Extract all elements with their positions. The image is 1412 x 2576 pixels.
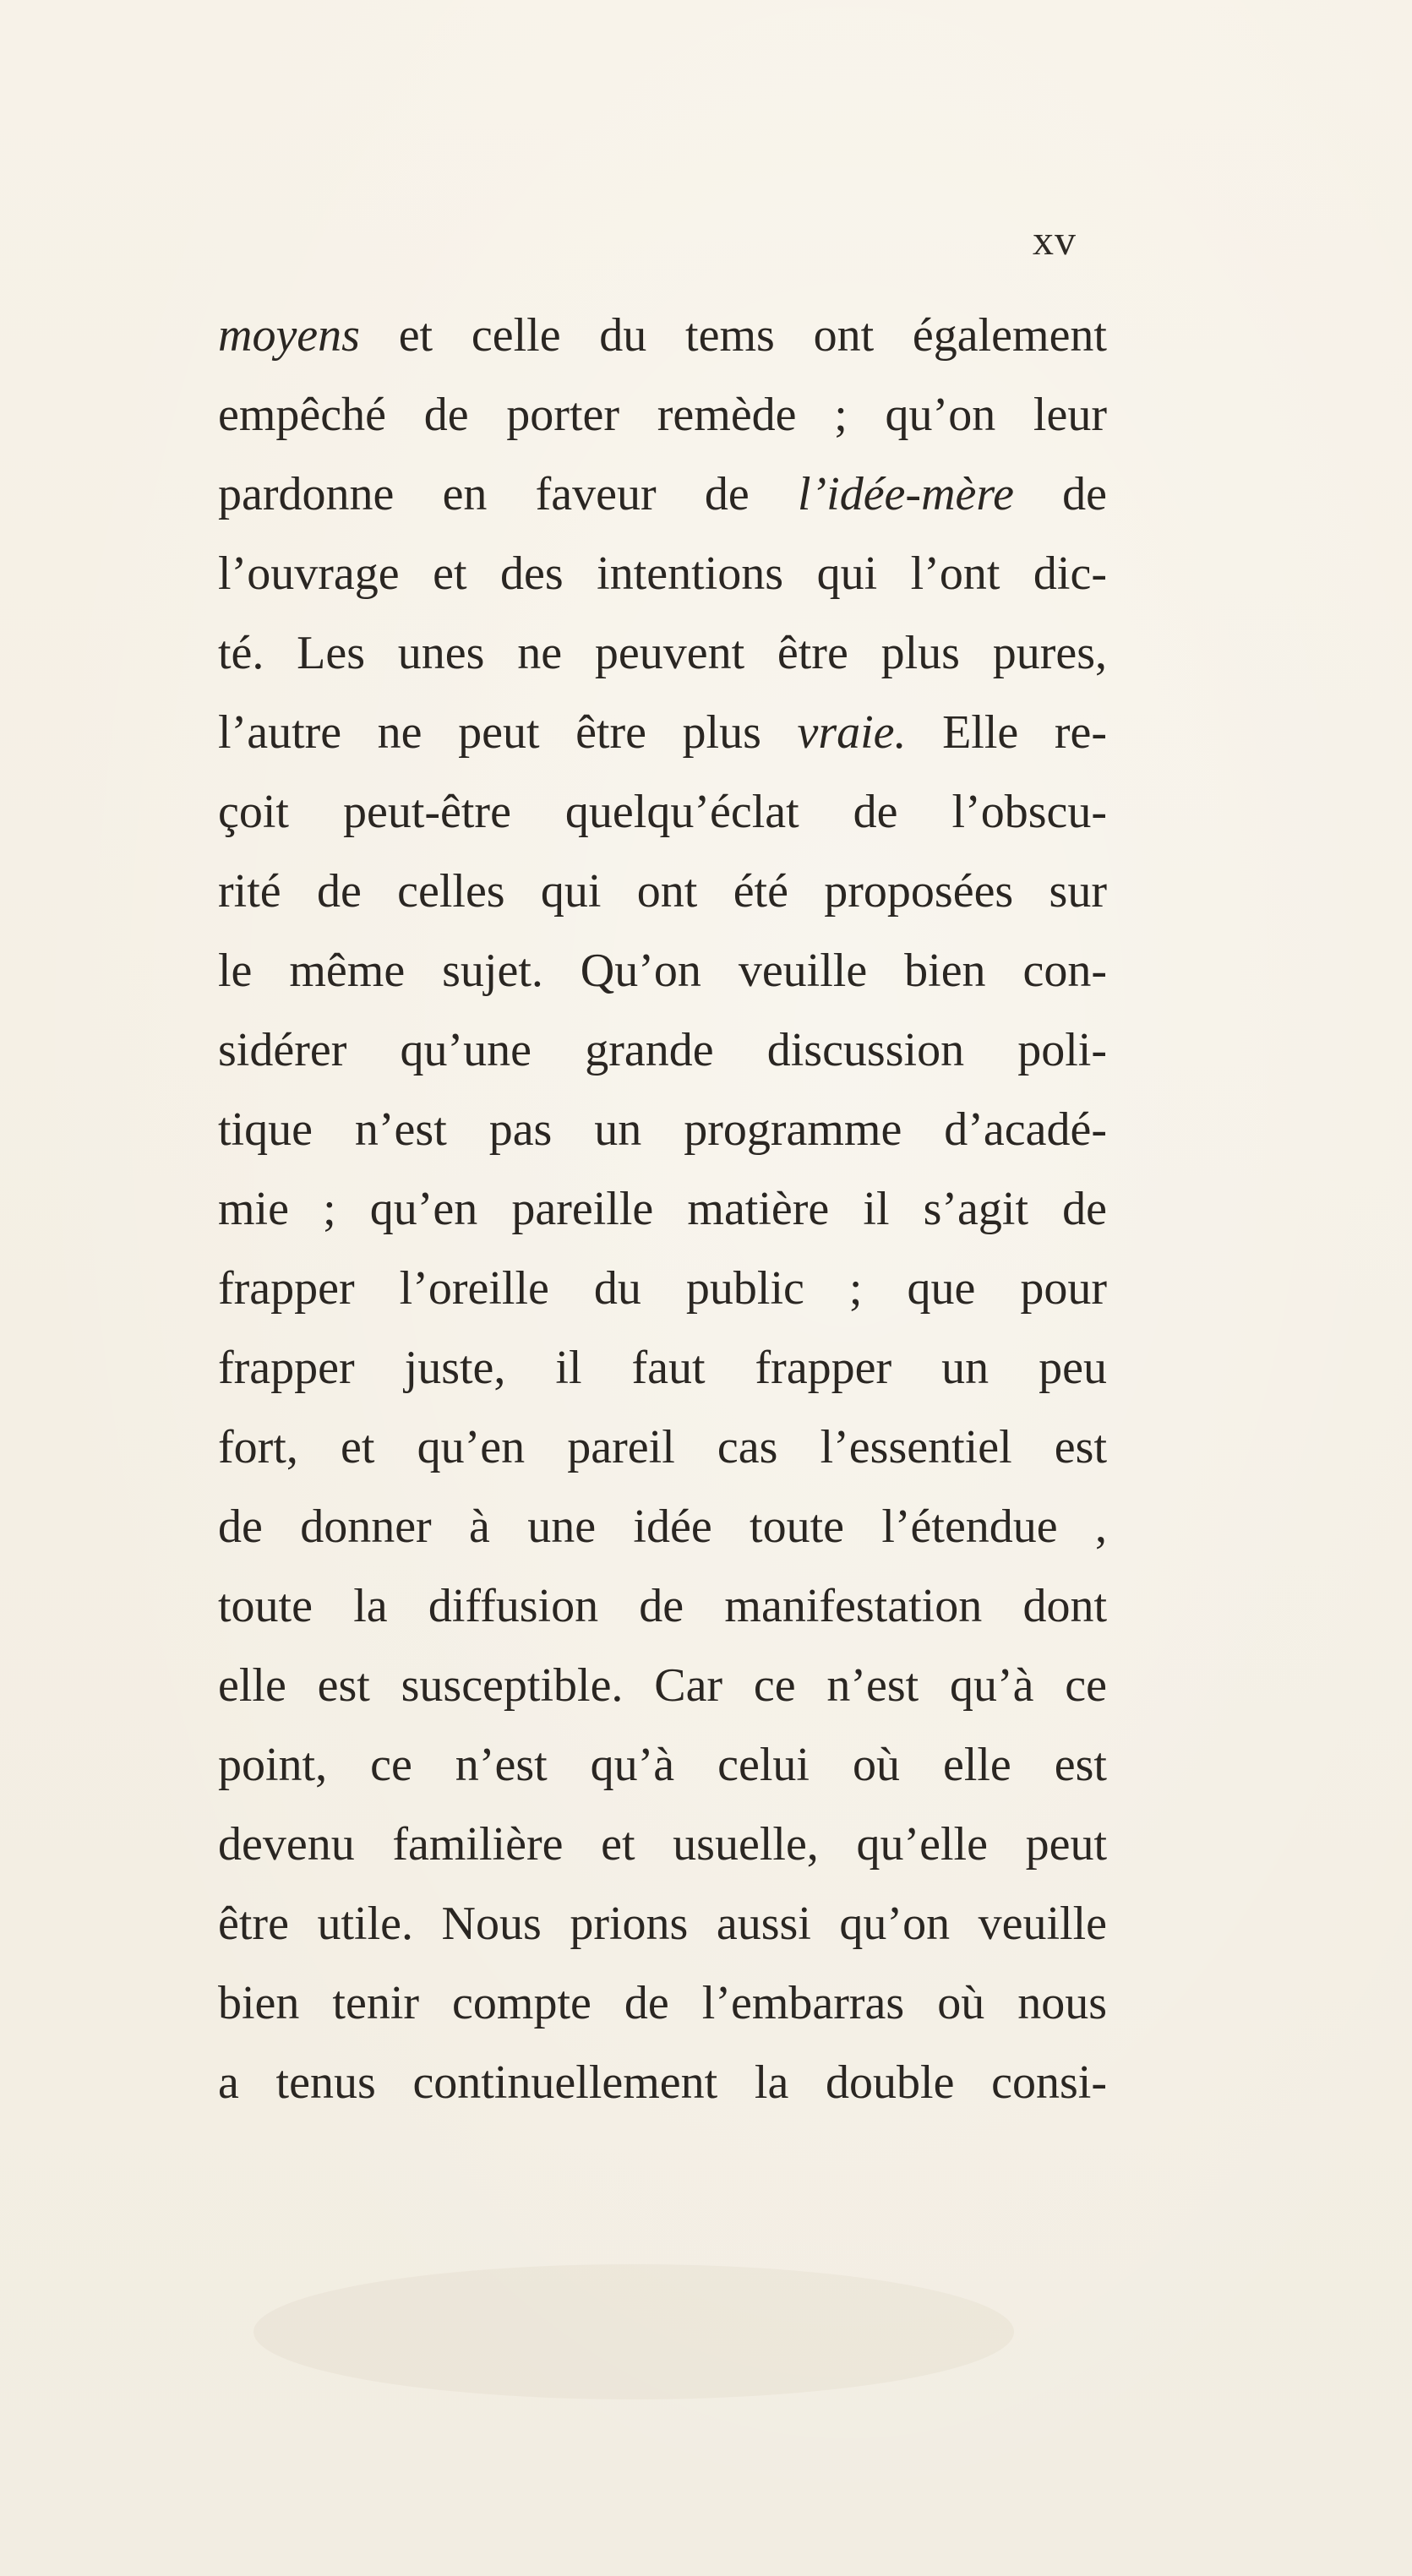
text-line: pardonne en faveur de l’idée-mère de — [218, 468, 1107, 520]
text-line: elle est susceptible. Car ce n’est qu’à ce — [218, 1659, 1107, 1712]
text-line: point, ce n’est qu’à celui où elle est — [218, 1739, 1107, 1791]
text-line: mie ; qu’en pareille matière il s’agit de — [218, 1183, 1107, 1235]
text-line: frapper l’oreille du public ; que pour — [218, 1262, 1107, 1315]
body-text — [218, 296, 1107, 2122]
text-line: moyens et celle du tems ont également — [218, 309, 1107, 362]
text-line: de donner à une idée toute l’étendue , — [218, 1500, 1107, 1553]
text-line: le même sujet. Qu’on veuille bien con- — [218, 945, 1107, 997]
text-line: sidérer qu’une grande discussion poli- — [218, 1024, 1107, 1076]
text-line: a tenus continuellement la double consi- — [218, 2056, 1107, 2109]
text-line: empêché de porter remède ; qu’on leur — [218, 389, 1107, 441]
text-line: l’autre ne peut être plus vraie. Elle re- — [218, 706, 1107, 759]
text-line: l’ouvrage et des intentions qui l’ont dic- — [218, 547, 1107, 600]
text-line: toute la diffusion de manifestation dont — [218, 1580, 1107, 1632]
text-line: bien tenir compte de l’embarras où nous — [218, 1977, 1107, 2029]
text-line: té. Les unes ne peuvent être plus pures, — [218, 627, 1107, 679]
text-line: fort, et qu’en pareil cas l’essentiel est — [218, 1421, 1107, 1473]
text-line: devenu familière et usuelle, qu’elle peut — [218, 1818, 1107, 1871]
text-line: çoit peut-être quelqu’éclat de l’obscu- — [218, 786, 1107, 838]
paper-stain — [254, 2264, 1014, 2399]
text-line: tique n’est pas un programme d’acadé- — [218, 1103, 1107, 1156]
text-line: frapper juste, il faut frapper un peu — [218, 1342, 1107, 1394]
page-number: xv — [1033, 216, 1077, 264]
text-line: rité de celles qui ont été proposées sur — [218, 865, 1107, 918]
text-line: être utile. Nous prions aussi qu’on veuille — [218, 1898, 1107, 1950]
